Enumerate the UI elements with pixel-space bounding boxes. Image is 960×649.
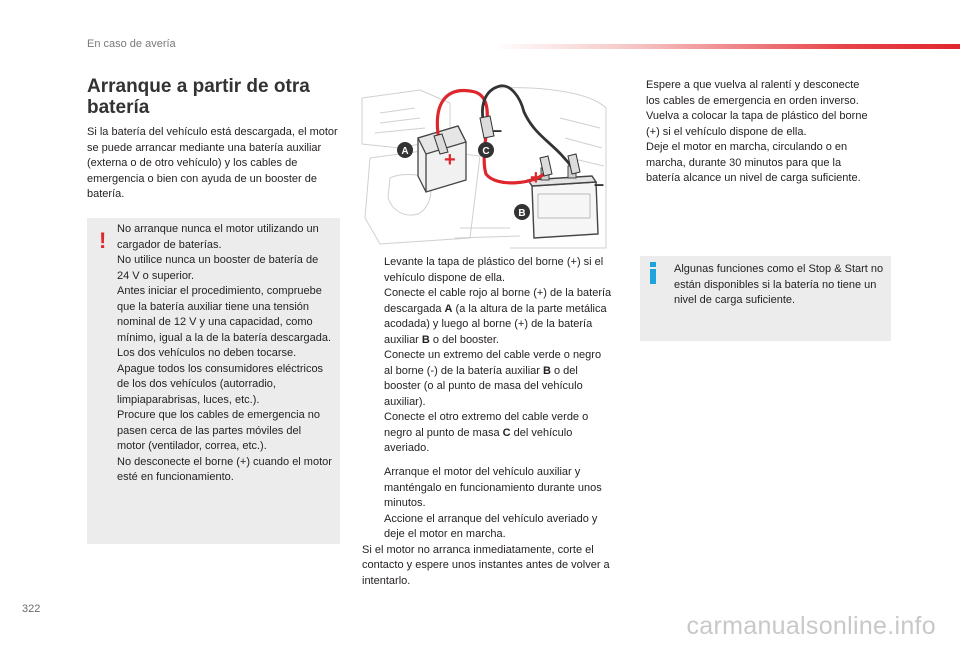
warning-exclamation-icon: !	[99, 228, 107, 253]
label-b: B	[518, 208, 526, 219]
step-item: Conecte un extremo del cable verde o negro al borne (-) de la batería auxiliar B o del booster (o al punto de masa del vehículo auxiliar).	[384, 349, 602, 408]
page-title: Arranque a partir de otra batería	[87, 76, 310, 118]
warning-line: Antes iniciar el procedimiento, compruebe que la batería auxiliar tiene una tensión nominal de 12 V y una capacidad, como mínimo, igual a la de la batería descargada.	[117, 285, 332, 344]
warning-line: No arranque nunca el motor utilizando un cargador de baterías.	[117, 223, 319, 251]
label-b-marker	[514, 204, 530, 220]
warning-box	[87, 218, 340, 544]
warning-line: Apague todos los consumidores eléctricos de los dos vehículos (autorradio, limpiaparabrisas, luces, etc.).	[117, 362, 324, 406]
minus-sign-b: –	[594, 174, 605, 194]
warning-text	[117, 222, 332, 486]
step-item: Accione el arranque del vehículo averiado y deje el motor en marcha.	[384, 512, 598, 540]
step-item: Arranque el motor del vehículo auxiliar y manténgalo en funcionamiento durante unos minutos.	[384, 466, 602, 509]
warning-line: No utilice nunca un booster de batería de 24 V o superior.	[117, 254, 319, 282]
warning-line: No desconecte el borne (+) cuando el motor esté en funcionamiento.	[117, 455, 332, 483]
info-i-icon	[648, 262, 658, 284]
step-item: Conecte el cable rojo al borne (+) de la batería descargada A (a la altura de la parte metálica acodada) y luego al borne (+) de la batería auxiliar B o del booster.	[384, 287, 612, 346]
info-text: Algunas funciones como el Stop & Start no están disponibles si la batería no tiene un nivel de carga suficiente.	[674, 263, 884, 306]
label-a-marker	[397, 142, 413, 158]
step-item: Vuelva a colocar la tapa de plástico del borne (+) si el vehículo dispone de ella.	[646, 110, 868, 138]
label-c-marker	[478, 142, 494, 158]
step-item: Conecte el otro extremo del cable verde o negro al punto de masa C del vehículo averiado.	[384, 411, 589, 454]
step-item: Espere a que vuelva al ralentí y desconecte los cables de emergencia en orden inverso.	[646, 79, 860, 107]
section-title: En caso de avería	[87, 38, 176, 50]
info-box	[640, 256, 891, 341]
intro-paragraph: Si la batería del vehículo está descargada, el motor se puede arrancar mediante una batería auxiliar (externa o de otro vehículo) y los cables de emergencia o bien con ayuda de un booster de batería.	[87, 126, 338, 200]
jump-start-diagram	[360, 78, 608, 250]
steps-start	[362, 465, 612, 589]
watermark: carmanualsonline.info	[686, 612, 936, 640]
warning-line: Procure que los cables de emergencia no pasen cerca de las partes móviles del motor (ventilador, correa, etc.).	[117, 409, 321, 452]
step-item: Deje el motor en marcha, circulando o en marcha, durante 30 minutos para que la batería alcance un nivel de carga suficiente.	[646, 141, 861, 184]
plus-sign-a: +	[444, 149, 456, 171]
label-a: A	[401, 146, 409, 157]
header-accent-bar	[492, 44, 960, 49]
minus-sign-c: –	[492, 120, 503, 140]
steps-finish	[624, 78, 874, 187]
step-item: Levante la tapa de plástico del borne (+) si el vehículo dispone de ella.	[384, 256, 604, 284]
plus-sign-b: +	[530, 167, 542, 189]
steps-connect	[362, 255, 612, 457]
retry-note: Si el motor no arranca inmediatamente, corte el contacto y espere unos instantes antes de volver a intentarlo.	[362, 543, 610, 587]
label-c: C	[482, 146, 490, 157]
warning-line: Los dos vehículos no deben tocarse.	[117, 347, 297, 359]
page-number: 322	[22, 603, 41, 615]
